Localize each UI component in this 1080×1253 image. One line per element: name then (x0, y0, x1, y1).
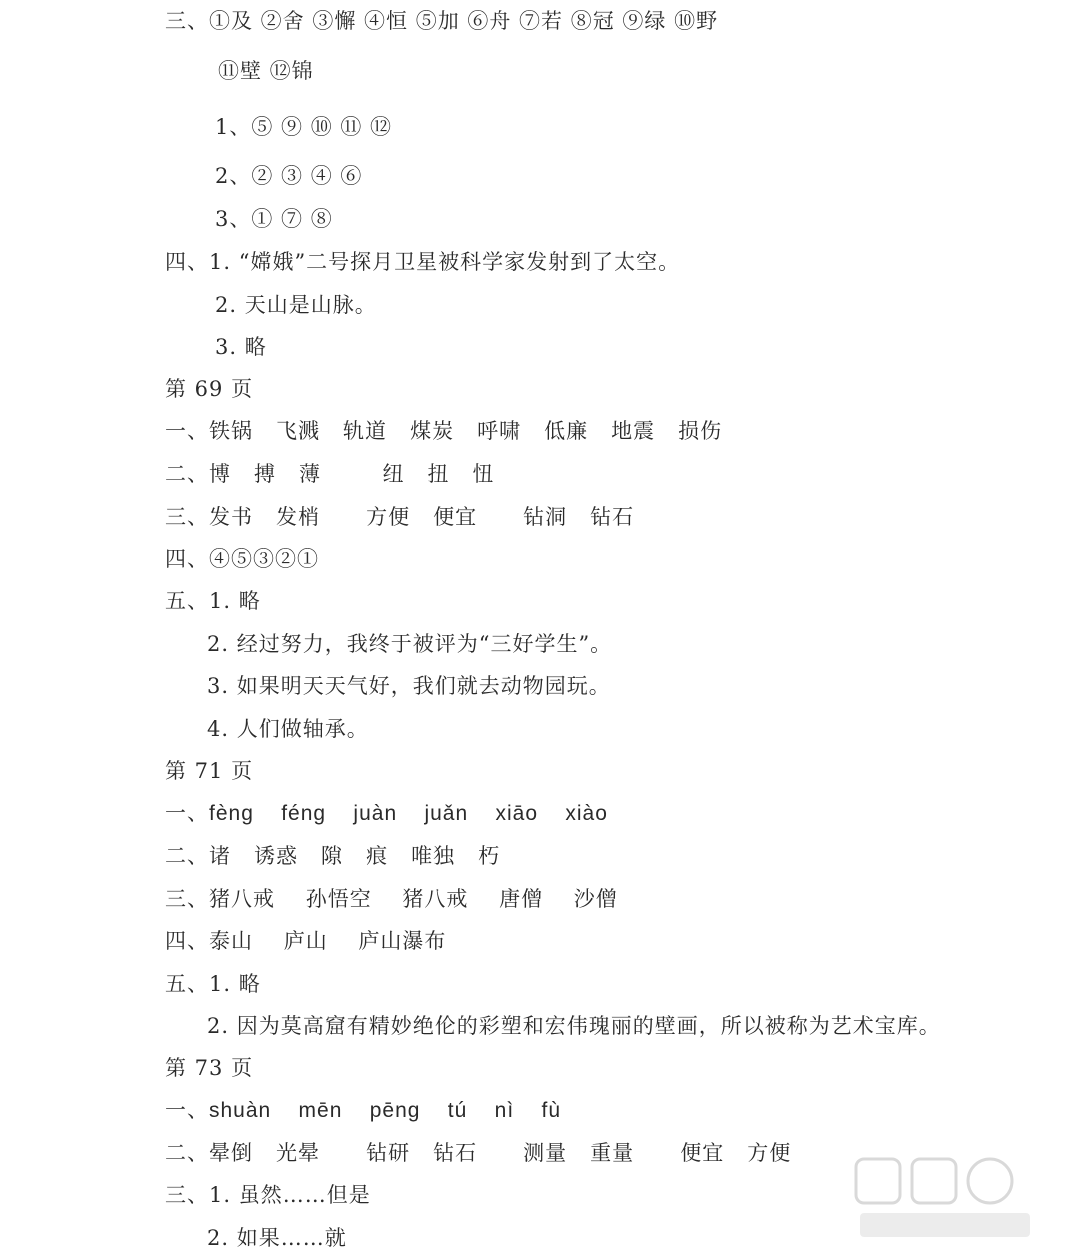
answer-line: 3、① ⑦ ⑧ (215, 207, 333, 231)
answer-line: 二、晕倒 光晕 钻研 钻石 测量 重量 便宜 方便 (165, 1141, 792, 1165)
watermark-icon (850, 1153, 1040, 1243)
answer-line: 二、诸 诱惑 隙 痕 唯独 朽 (165, 844, 501, 868)
page-heading: 第 69 页 (165, 377, 254, 401)
answer-line: ⑪壁 ⑫锦 (218, 59, 314, 83)
answer-line: 2、② ③ ④ ⑥ (215, 164, 363, 188)
answer-line: 2. 天山是山脉。 (215, 293, 377, 317)
answer-line: 4. 人们做轴承。 (207, 717, 369, 741)
answer-line: 四、④⑤③②① (165, 547, 319, 571)
answer-line: 三、猪八戒 孙悟空 猪八戒 唐僧 沙僧 (165, 887, 618, 911)
answer-line: 三、发书 发梢 方便 便宜 钻洞 钻石 (165, 505, 635, 529)
answer-line: 2. 如果……就 (207, 1226, 347, 1250)
answer-line: 五、1. 略 (165, 972, 261, 996)
answer-line: 3. 略 (215, 335, 267, 359)
watermark-logo (850, 1153, 1040, 1243)
answer-line: 2. 经过努力，我终于被评为“三好学生”。 (207, 632, 613, 656)
answer-line: 三、1. 虽然……但是 (165, 1183, 371, 1207)
answer-line: 3. 如果明天天气好，我们就去动物园玩。 (207, 674, 611, 698)
answer-line: 四、泰山 庐山 庐山瀑布 (165, 929, 447, 953)
pinyin-line: 一、fèng féng juàn juǎn xiāo xiào (165, 802, 608, 825)
answer-line: 2. 因为莫高窟有精妙绝伦的彩塑和宏伟瑰丽的壁画，所以被称为艺术宝库。 (207, 1014, 941, 1038)
answer-line: 二、博 搏 薄 纽 扭 忸 (165, 462, 495, 486)
answer-line: 四、1. “嫦娥”二号探月卫星被科学家发射到了太空。 (165, 250, 681, 274)
pinyin-line: 一、shuàn mēn pēng tú nì fù (165, 1099, 562, 1122)
answer-line: 五、1. 略 (165, 589, 261, 613)
answer-line: 一、铁锅 飞溅 轨道 煤炭 呼啸 低廉 地震 损伤 (165, 419, 723, 443)
answer-line: 1、⑤ ⑨ ⑩ ⑪ ⑫ (215, 115, 393, 139)
page-heading: 第 71 页 (165, 759, 254, 783)
page-heading: 第 73 页 (165, 1056, 254, 1080)
answer-line: 三、①及 ②舍 ③懈 ④恒 ⑤加 ⑥舟 ⑦若 ⑧冠 ⑨绿 ⑩野 (165, 9, 719, 33)
